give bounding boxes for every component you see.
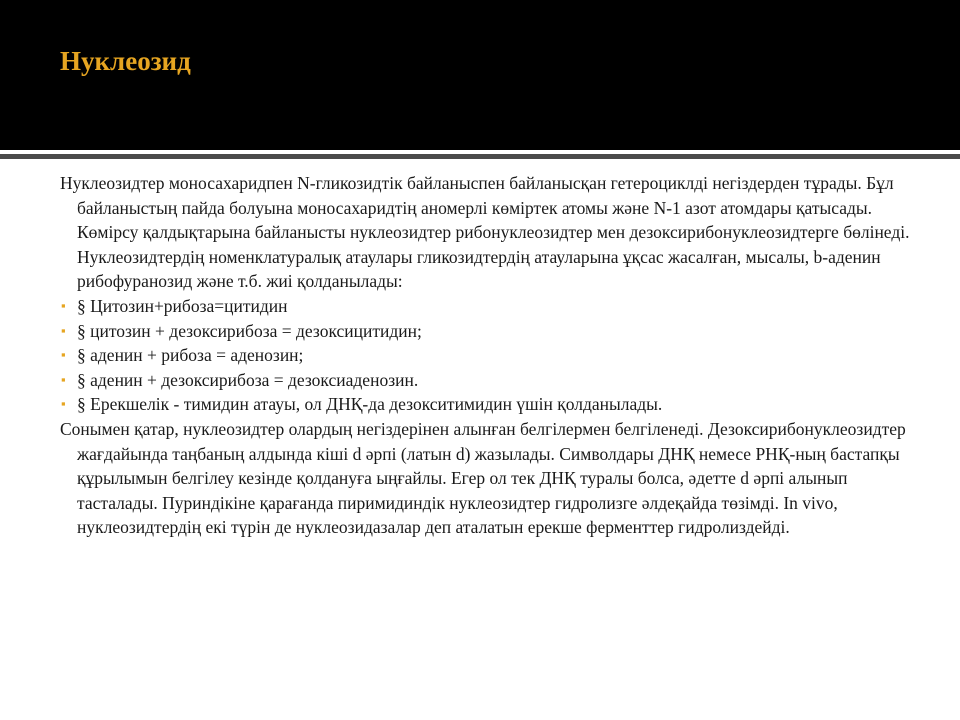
bullet-text: § аденин + дезоксирибоза = дезоксиаденозин. — [77, 369, 419, 390]
slide-content — [0, 159, 960, 720]
bullet-text: § аденин + рибоза = аденозин; — [77, 345, 304, 366]
bullet-item — [60, 392, 910, 417]
square-bullet-icon: ▪ — [61, 396, 66, 412]
bullet-item — [60, 319, 910, 344]
slide-body — [60, 171, 910, 540]
bullet-text: § цитозин + дезоксирибоза = дезоксицитидин; — [77, 320, 422, 341]
closing-paragraph: Сонымен қатар, нуклеозидтер олардың негіздерінен алынған белгілермен белгіленеді. Дезоксирибонуклеозидтер жағдайында таңбаның алдында кіші d әрпі (латын d) жазылады. Символдары ДНҚ немесе РНҚ-ның бастапқы құрылымын белгілеу кезінде қолдануға ыңғайлы. Егер ол тек ДНҚ туралы болса, әдетте d әрпі алынып тасталады. Пуриндікіне қарағанда пиримидиндік нуклеозидтер гидролизге әлдеқайда төзімді. In vivo, нуклеозидтердің екі түрін де нуклеозидазалар деп аталатын ерекше ферменттер гидролиздейді. — [60, 418, 906, 538]
square-bullet-icon: ▪ — [61, 322, 66, 338]
bullet-list — [60, 294, 910, 417]
square-bullet-icon: ▪ — [61, 297, 66, 313]
square-bullet-icon: ▪ — [61, 347, 66, 363]
bullet-item — [60, 343, 910, 368]
bullet-item — [60, 294, 910, 319]
slide-title: Нуклеозид — [60, 46, 191, 76]
slide-header — [0, 0, 960, 150]
bullet-item — [60, 368, 910, 393]
bullet-text: § Ерекшелік - тимидин атауы, ол ДНҚ-да дезокситимидин үшін қолданылады. — [77, 394, 663, 415]
intro-paragraph: Нуклеозидтер моносахаридпен N-гликозидтік байланыспен байланысқан гетероциклді негіздерден тұрады. Бұл байланыстың пайда болуына моносахаридтің аномерлі көміртек атомы және N-1 азот атомдары қатысады. Көмірсу қалдықтарына байланысты нуклеозидтер рибонуклеозидтер мен дезоксирибонуклеозидтерге бөлінеді. Нуклеозидтердің номенклатуралық атаулары гликозидтердің атауларына ұқсас жасалған, мысалы, b-аденин рибофуранозид және т.б. жиі қолданылады: — [60, 173, 910, 292]
square-bullet-icon: ▪ — [61, 371, 66, 387]
bullet-text: § Цитозин+рибоза=цитидин — [77, 295, 288, 316]
